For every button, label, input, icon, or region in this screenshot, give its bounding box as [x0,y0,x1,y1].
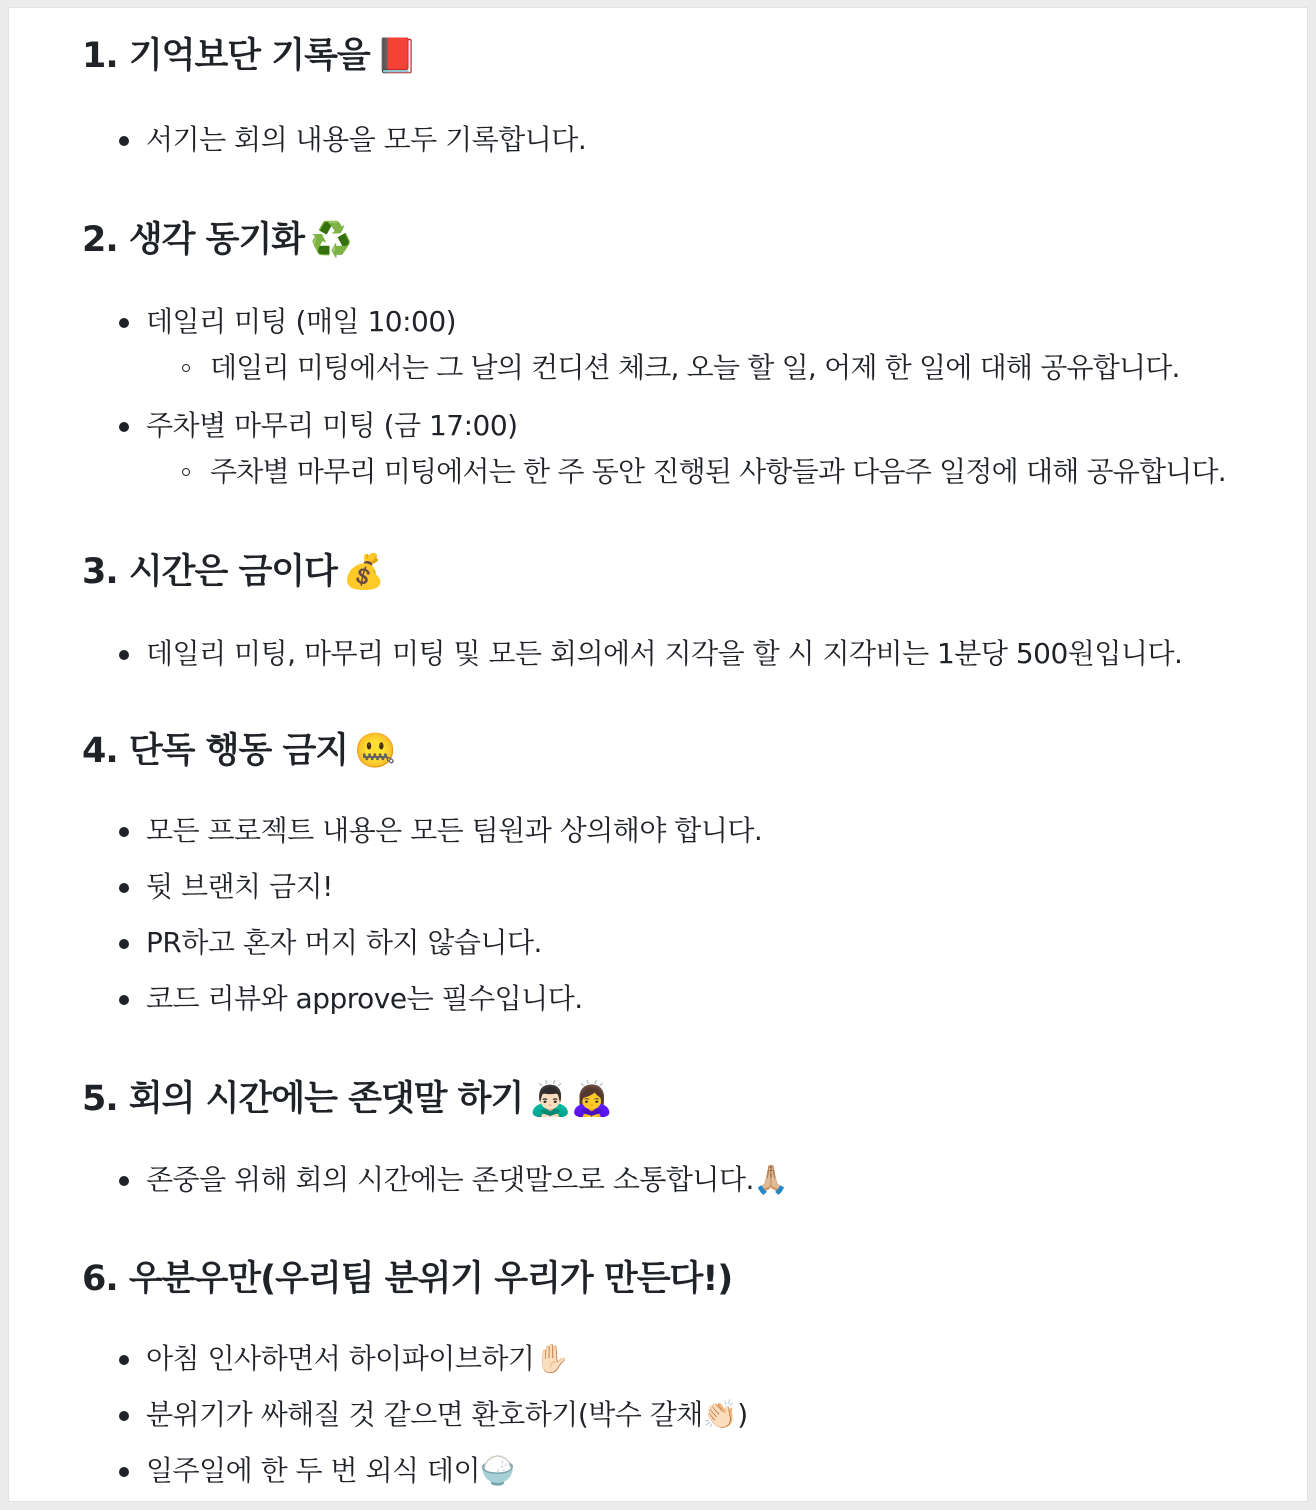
bullet-dot [119,136,129,146]
section-2 [82,218,351,262]
section-heading [82,550,384,594]
list-item-text: 일주일에 한 두 번 외식 데이 [146,1454,481,1487]
list-item-text: 데일리 미팅 (매일 10:00) [146,305,457,338]
list-item [82,406,1226,492]
sub-list [146,348,1226,388]
zipper-mouth-face-icon: 🤐 [354,731,396,771]
list-item-text: 존중을 위해 회의 시간에는 존댓말으로 소통합니다. [146,1163,754,1196]
list-item-text: 서기는 회의 내용을 모두 기록합니다. [146,123,587,156]
heading-text: 1. 기억보단 기록을 [82,36,370,76]
bullet-dot [119,1467,129,1477]
sub-list [146,452,1226,492]
list-item [82,923,762,963]
bullet-dot [119,1355,129,1365]
heading-text: 6. 우분우만(우리팀 분위기 우리가 만든다!) [82,1259,733,1299]
list-item [82,634,1182,674]
heading-text: 4. 단독 행동 금지 [82,731,349,771]
section-3 [82,550,384,594]
sub-list-item-text: 주차별 마무리 미팅에서는 한 주 동안 진행된 사항들과 다음주 일정에 대해 공유합니다. [210,455,1226,488]
list-item [82,1395,748,1435]
bullet-list [82,1160,788,1200]
recycle-icon: ♻️ [310,220,352,260]
bullet-dot [119,1176,129,1186]
document-page [8,7,1308,1502]
section-heading [82,218,351,262]
sub-list-item-text: 데일리 미팅에서는 그 날의 컨디션 체크, 오늘 할 일, 어제 한 일에 대해 공유합니다. [210,351,1180,384]
section-6 [82,1257,732,1301]
bullet-list [82,302,1226,492]
section-heading [82,34,417,78]
bullet-dot [119,939,129,949]
bullet-list [82,1339,748,1491]
list-item [82,1451,748,1491]
heading-text: 2. 생각 동기화 [82,220,305,260]
list-item [82,811,762,851]
list-item [82,1339,748,1379]
money-bag-icon: 💰 [342,552,385,592]
sub-list-item [146,348,1226,388]
section-heading [82,1257,732,1301]
list-item [82,867,762,907]
list-item [82,979,762,1019]
list-item-text: 분위기가 싸해질 것 같으면 환호하기(박수 갈채 [146,1398,703,1431]
section-1 [82,34,417,78]
list-item-text: 데일리 미팅, 마무리 미팅 및 모든 회의에서 지각을 할 시 지각비는 1분당 500원입니다. [146,637,1183,670]
raised-hand-icon: ✋🏻 [534,1342,569,1375]
section-heading [82,729,395,773]
heading-text: 3. 시간은 금이다 [82,552,337,592]
list-item-text: 코드 리뷰와 approve는 필수입니다. [146,982,583,1015]
bowing-people-icon: 🙇🏻‍♂️🙇‍♀️ [529,1079,612,1119]
section-4 [82,729,395,773]
clapping-hands-icon: 👏🏻 [702,1398,738,1431]
rice-bowl-icon: 🍚 [480,1454,515,1487]
bullet-dot [119,827,129,837]
bullet-circle [182,468,190,476]
list-item [82,1160,788,1200]
bullet-circle [182,364,190,372]
list-item-text: PR하고 혼자 머지 하지 않습니다. [146,926,542,959]
bullet-dot [119,422,129,432]
bullet-dot [119,1411,129,1421]
bullet-dot [119,883,129,893]
bullet-dot [119,995,129,1005]
list-item-text: 아침 인사하면서 하이파이브하기 [146,1342,535,1375]
bullet-list [82,811,762,1019]
bullet-list [82,634,1182,674]
red-book-icon: 📕 [375,36,418,76]
bullet-dot [119,650,129,660]
section-5 [82,1077,612,1121]
list-item-text-tail: ) [737,1398,748,1431]
list-item-text: 뒷 브랜치 금지! [146,870,333,903]
section-heading [82,1077,612,1121]
folded-hands-icon: 🙏🏼 [753,1163,789,1196]
bullet-dot [119,318,129,328]
bullet-list [82,120,586,160]
heading-text: 5. 회의 시간에는 존댓말 하기 [82,1079,524,1119]
sub-list-item [146,452,1226,492]
list-item [82,120,586,160]
list-item-text: 모든 프로젝트 내용은 모든 팀원과 상의해야 합니다. [146,814,763,847]
list-item [82,302,1226,388]
list-item-text: 주차별 마무리 미팅 (금 17:00) [146,409,518,442]
